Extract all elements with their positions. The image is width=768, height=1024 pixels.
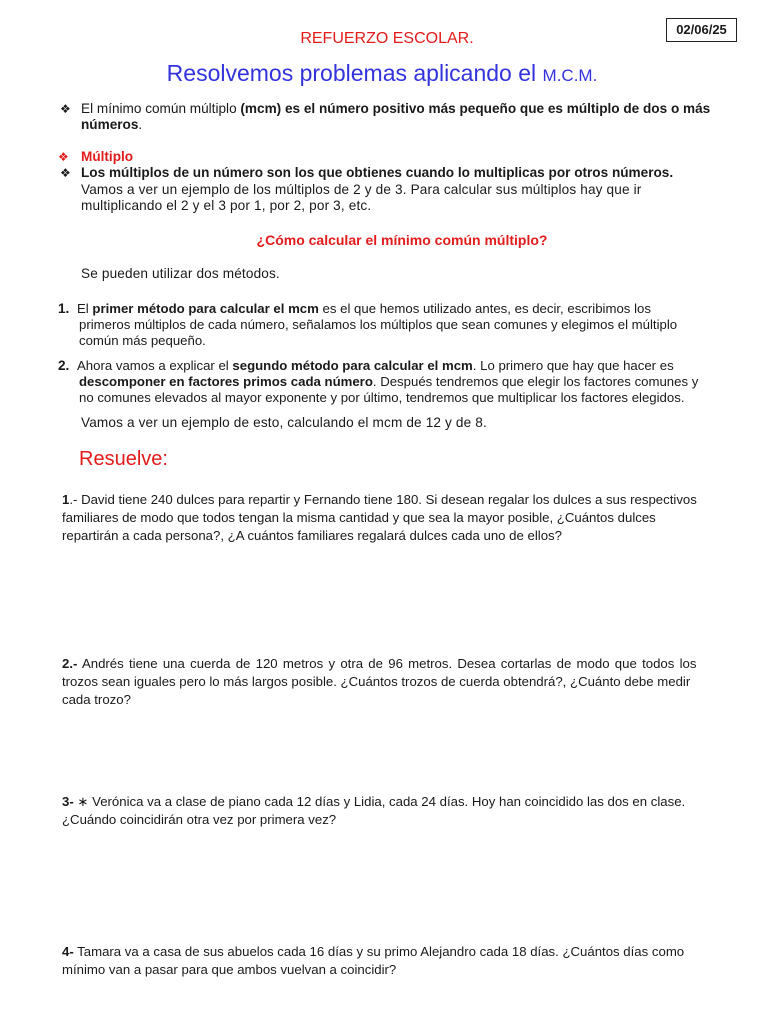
diamond-bullet-icon: ❖ [58,150,69,164]
resuelve-heading: Resuelve: [79,448,168,470]
problem-3-line1 [62,794,730,810]
example-line: Vamos a ver un ejemplo de esto, calculando el mcm de 12 y de 8. [81,415,487,430]
method-1-rest: es el que hemos utilizado antes, es decir, escribimos los [318,301,651,316]
problem-1-line1 [62,492,730,508]
definition-text [81,101,731,133]
problem-4 [62,944,730,978]
diamond-bullet-icon: ❖ [60,166,71,180]
section-heading: ¿Cómo calcular el mínimo común múltiplo? [256,232,548,248]
title-abbr: M.C.M. [542,66,598,85]
problem-text: David tiene 240 dulces para repartir y Fernando tiene 180. Si desean regalar los dulces a sus respectivos [81,492,697,507]
problem-2 [62,656,730,708]
multiplo-heading: Múltiplo [81,149,134,164]
method-number: 2. [58,358,70,373]
problem-2-line2: trozos sean iguales pero lo más largos posible. ¿Cuántos trozos de cuerda obtendrá?, ¿Cuánto debe medir [62,674,691,689]
method-2-line2-rest: . Después tendremos que elegir los factores comunes y [372,374,699,389]
definition-start: El mínimo común múltiplo [81,101,241,116]
method-2-bold: segundo método para calcular el mcm [232,358,473,373]
school-title: REFUERZO ESCOLAR. [300,30,474,47]
diamond-bullet-icon: ❖ [60,102,71,116]
method-2-line1 [77,358,674,374]
problem-4-line2: mínimo van a pasar para que ambos vuelvan a coincidir? [62,962,397,977]
definition-end: . [138,117,143,132]
problem-4-line1 [62,944,730,960]
problem-sep: ∗ [73,794,93,809]
method-2-line3: no comunes elevados al mayor exponente y por último, tendremos que multiplicar los factores elegidos. [79,390,685,405]
method-number: 1. [58,301,70,316]
problem-number: 2.- [62,656,78,671]
method-1-bold: primer método para calcular el mcm [92,301,319,316]
method-2-line2-bold: descomponer en factores primos cada número [79,374,373,389]
method-2-pre: Ahora vamos a explicar el [77,358,233,373]
method-1-line3: común más pequeño. [79,333,206,348]
problem-number: 3- [62,794,74,809]
problem-1-line3: repartirán a cada persona?, ¿A cuántos familiares regalará dulces cada uno de ellos? [62,528,562,543]
page-title [0,60,764,87]
multiplo-example-line2: multiplicando el 2 y el 3 por 1, por 2, por 3, etc. [81,198,372,213]
method-1-line1 [77,301,651,317]
date-box: 02/06/25 [666,18,737,42]
multiplo-definition: Los múltiplos de un número son los que obtienes cuando lo multiplicas por otros números. [81,165,674,180]
problem-text: Verónica va a clase de piano cada 12 días y Lidia, cada 24 días. Hoy han coincidido las dos en clase. [92,794,686,809]
method-1-line2: primeros múltiplos de cada número, señalamos los múltiplos que sean comunes y elegimos el múltiplo [79,317,678,332]
problem-1 [62,492,730,544]
definition-bold: (mcm) es el número positivo más pequeño que es múltiplo de dos o más números [81,101,711,132]
methods-intro: Se pueden utilizar dos métodos. [81,266,280,281]
problem-1-line2: familiares de modo que todos tengan la misma cantidad y que sea la mayor posible, ¿Cuántos dulces [62,510,656,525]
multiplo-example-line1: Vamos a ver un ejemplo de los múltiplos de 2 y de 3. Para calcular sus múltiplos hay que ir [81,182,642,197]
problem-2-line1 [62,656,730,672]
method-2-line2 [79,374,698,390]
problem-number: 4- [62,944,74,959]
method-1-pre: El [77,301,93,316]
method-2-rest: . Lo primero que hay que hacer es [472,358,674,373]
problem-number: 1 [62,492,70,507]
problem-sep: .- [69,492,82,507]
title-main: Resolvemos problemas aplicando el [166,60,543,86]
problem-text: Tamara va a casa de sus abuelos cada 16 días y su primo Alejandro cada 18 días. ¿Cuántos días como [77,944,685,959]
problem-3 [62,794,730,828]
problem-text: Andrés tiene una cuerda de 120 metros y otra de 96 metros. Desea cortarlas de modo que todos los [81,656,697,671]
problem-3-line2: ¿Cuándo coincidirán otra vez por primera vez? [62,812,337,827]
problem-2-line3: cada trozo? [62,692,131,707]
